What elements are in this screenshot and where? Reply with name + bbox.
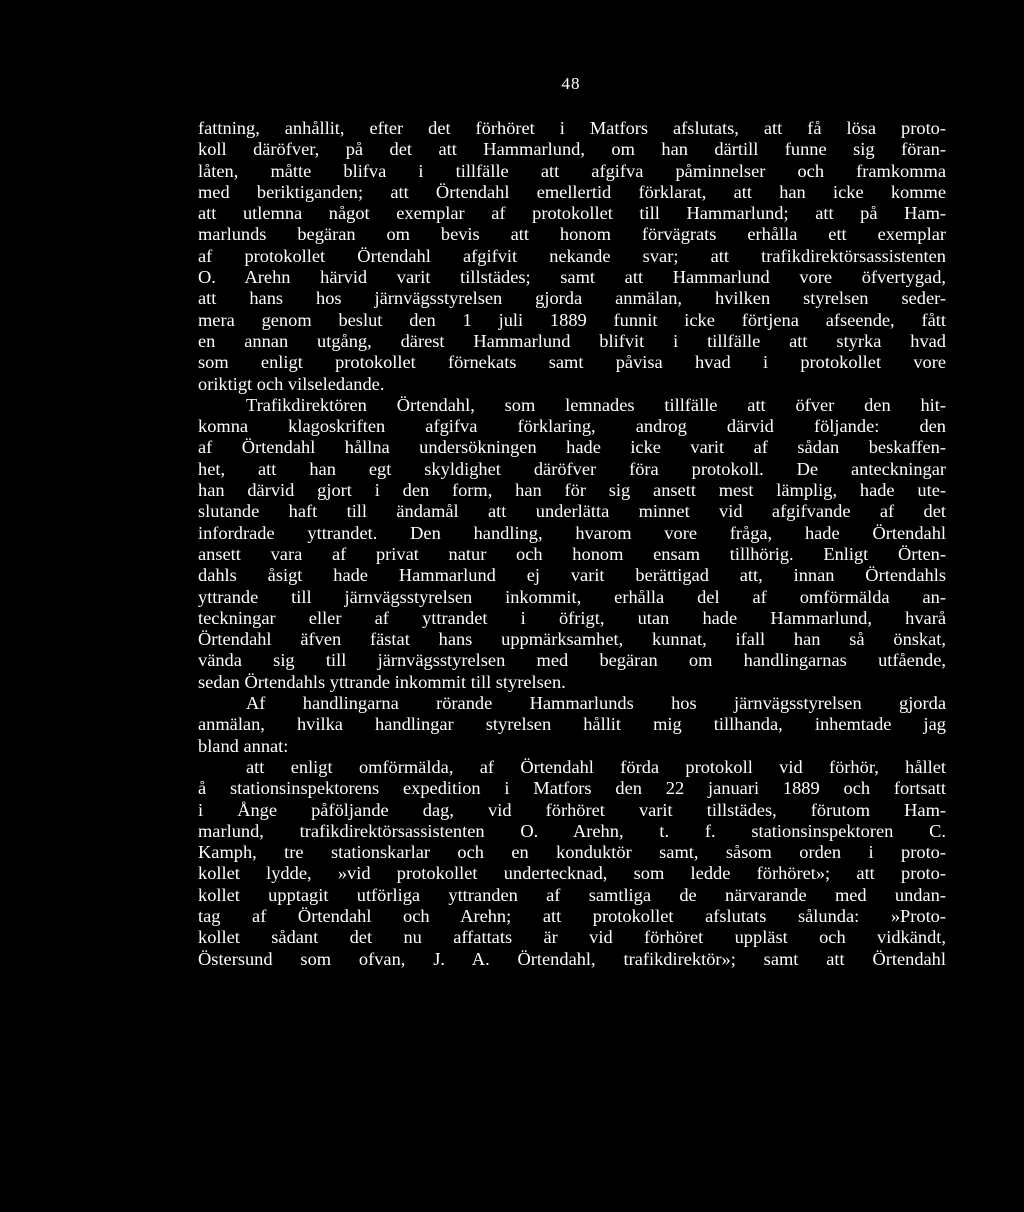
text-line: som enligt protokollet förnekats samt påvisa hvad i protokollet vore — [198, 352, 946, 373]
text-line: å stationsinspektorens expedition i Matfors den 22 januari 1889 och fortsatt — [198, 778, 946, 799]
text-line: mera genom beslut den 1 juli 1889 funnit icke förtjena afseende, fått — [198, 309, 946, 330]
text-line: tag af Örtendahl och Arehn; att protokollet afslutats sålunda: »Proto- — [198, 905, 946, 926]
text-line: vända sig till järnvägsstyrelsen med begäran om handlingarnas utfående, — [198, 650, 946, 671]
text-line: anmälan, hvilka handlingar styrelsen hållit mig tillhanda, inhemtade jag — [198, 714, 946, 735]
page-number: 48 — [561, 74, 581, 93]
text-line: af Örtendahl hållna undersökningen hade icke varit af sådan beskaffen- — [198, 437, 946, 458]
text-line: Trafikdirektören Örtendahl, som lemnades tillfälle att öfver den hit- — [246, 394, 946, 415]
text-line: O. Arehn härvid varit tillstädes; samt att Hammarlund vore öfvertygad, — [198, 267, 946, 288]
text-line: Kamph, tre stationskarlar och en konduktör samt, såsom orden i proto- — [198, 842, 946, 863]
text-line: oriktigt och vilseledande. — [198, 373, 385, 394]
text-line: fattning, anhållit, efter det förhöret i Matfors afslutats, att få lösa proto- — [198, 118, 946, 138]
text-line: marlund, trafikdirektörsassistenten O. Arehn, t. f. stationsinspektoren C. — [198, 820, 946, 841]
text-line: komna klagoskriften afgifva förklaring, androg därvid följande: den — [198, 416, 946, 437]
text-line: i Ånge påföljande dag, vid förhöret varit tillstädes, förutom Ham- — [198, 799, 946, 820]
text-line: Af handlingarna rörande Hammarlunds hos järnvägsstyrelsen gjorda — [246, 693, 946, 714]
text-line: teckningar eller af yttrandet i öfrigt, utan hade Hammarlund, hvarå — [198, 607, 946, 628]
text-line: marlunds begäran om bevis att honom förvägrats erhålla ett exemplar — [198, 224, 946, 245]
text-line: slutande haft till ändamål att underlätta minnet vid afgifvande af det — [198, 501, 946, 522]
text-line: en annan utgång, därest Hammarlund blifvit i tillfälle att styrka hvad — [198, 330, 946, 351]
text-line: kollet upptagit utförliga yttranden af samtliga de närvarande med undan- — [198, 884, 946, 905]
text-line: att hans hos järnvägsstyrelsen gjorda anmälan, hvilken styrelsen seder- — [198, 288, 946, 309]
text-line: koll däröfver, på det att Hammarlund, om han därtill funne sig föran- — [198, 139, 946, 160]
text-line: dahls åsigt hade Hammarlund ej varit berättigad att, innan Örtendahls — [198, 565, 946, 586]
text-line: ansett vara af privat natur och honom ensam tillhörig. Enligt Örten- — [198, 543, 946, 564]
text-line: kollet sådant det nu affattats är vid förhöret uppläst och vidkändt, — [198, 927, 946, 948]
text-line: med beriktiganden; att Örtendahl emellertid förklarat, att han icke komme — [198, 181, 946, 202]
text-line: infordrade yttrandet. Den handling, hvarom vore fråga, hade Örtendahl — [198, 522, 946, 543]
text-line: het, att han egt skyldighet däröfver föra protokoll. De anteckningar — [198, 458, 946, 479]
text-line: att enligt omförmälda, af Örtendahl förda protokoll vid förhör, hållet — [246, 756, 946, 777]
text-line: kollet lydde, »vid protokollet undertecknad, som ledde förhöret»; att proto- — [198, 863, 946, 884]
text-line: låten, måtte blifva i tillfälle att afgifva påminnelser och framkomma — [198, 160, 946, 181]
text-line: Örtendahl äfven fästat hans uppmärksamhet, kunnat, ifall han så önskat, — [198, 629, 946, 650]
text-line: sedan Örtendahls yttrande inkommit till styrelsen. — [198, 671, 566, 692]
body-text — [198, 118, 946, 970]
text-line: bland annat: — [198, 735, 289, 756]
text-line: af protokollet Örtendahl afgifvit nekande svar; att trafikdirektörsassistenten — [198, 245, 946, 266]
text-line: han därvid gjort i den form, han för sig ansett mest lämplig, hade ute- — [198, 480, 946, 501]
text-line: yttrande till järnvägsstyrelsen inkommit, erhålla del af omförmälda an- — [198, 586, 946, 607]
text-line: att utlemna något exemplar af protokollet till Hammarlund; att på Ham- — [198, 203, 946, 224]
text-line: Östersund som ofvan, J. A. Örtendahl, trafikdirektör»; samt att Örtendahl — [198, 948, 946, 969]
